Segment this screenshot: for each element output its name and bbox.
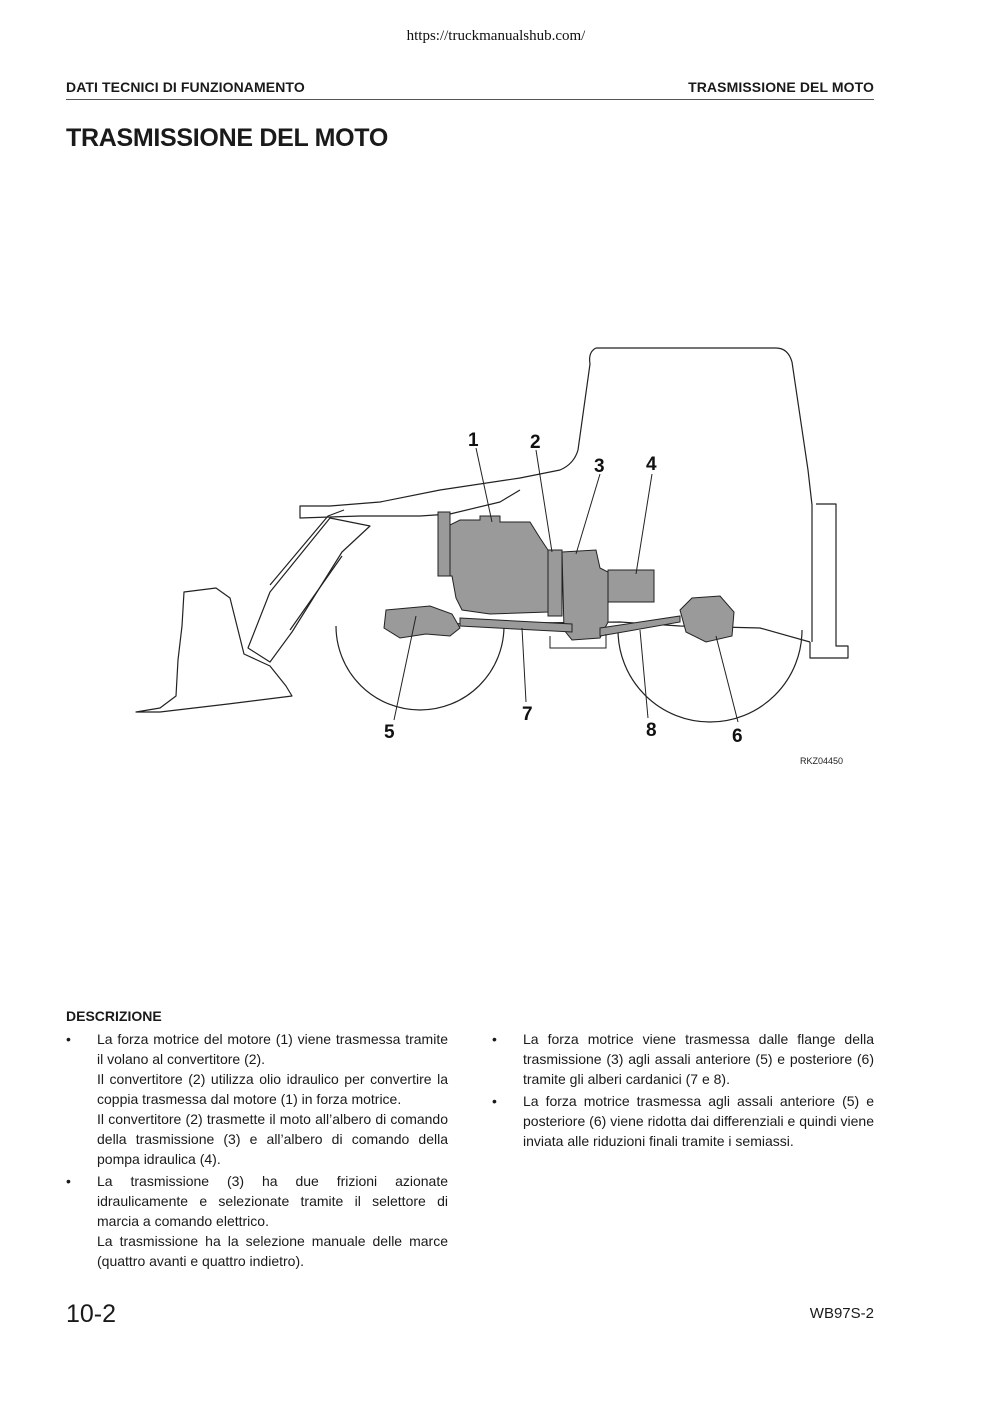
leader-7 xyxy=(522,628,526,702)
torque-converter xyxy=(548,550,562,616)
bullet-item xyxy=(492,1091,874,1151)
rear-wheel xyxy=(618,630,802,722)
bullet-marker: • xyxy=(66,1031,71,1047)
loader-cylinder xyxy=(290,556,342,630)
engine-block xyxy=(438,512,548,614)
leader-4 xyxy=(636,474,652,574)
paragraph: Il convertitore (2) trasmette il moto all’albero di comando della trasmissione (3) e all’albero di comando della pompa idraulica (4). xyxy=(97,1111,448,1167)
paragraph: La forza motrice trasmessa agli assali anteriore (5) e posteriore (6) viene ridotta dai differenziali e quindi viene inviata alle riduzioni finali tramite i semiassi. xyxy=(523,1093,874,1149)
cab-front-outline xyxy=(520,348,596,478)
leader-8 xyxy=(640,630,648,718)
leader-6 xyxy=(716,636,738,722)
callout-7: 7 xyxy=(522,704,533,725)
paragraph: La forza motrice viene trasmessa dalle flange della trasmissione (3) agli assali anteriore (5) e posteriore (6) tramite gli alberi cardanici (7 e 8). xyxy=(523,1031,874,1087)
bullet-marker: • xyxy=(66,1173,71,1189)
paragraph: La trasmissione (3) ha due frizioni azionate idraulicamente e selezionate tramite il selettore di marcia a comando elettrico. xyxy=(97,1173,448,1229)
bullet-item xyxy=(66,1171,448,1271)
hydraulic-pump xyxy=(608,570,654,602)
powertrain-diagram xyxy=(120,330,860,770)
leader-3 xyxy=(576,474,600,554)
section-heading: DESCRIZIONE xyxy=(66,1008,162,1024)
engine-fan xyxy=(438,512,450,576)
bullet-item xyxy=(492,1029,874,1089)
paragraph: La trasmissione ha la selezione manuale delle marce (quattro avanti e quattro indietro). xyxy=(97,1233,448,1269)
callout-8: 8 xyxy=(646,720,657,741)
description-column-left xyxy=(66,1029,448,1273)
bullet-list xyxy=(492,1029,874,1151)
callout-3: 3 xyxy=(594,456,605,477)
header-rule xyxy=(66,99,874,100)
bullet-list xyxy=(66,1029,448,1271)
callout-6: 6 xyxy=(732,726,743,747)
callout-1: 1 xyxy=(468,430,479,451)
page-title: TRASMISSIONE DEL MOTO xyxy=(66,124,388,152)
rear-upright xyxy=(810,504,848,658)
loader-arm-inner xyxy=(270,510,344,585)
leader-1 xyxy=(476,448,492,522)
bullet-marker: • xyxy=(492,1031,497,1047)
header-section-title: DATI TECNICI DI FUNZIONAMENTO xyxy=(66,79,305,95)
model-code: WB97S-2 xyxy=(809,1305,874,1322)
paragraph: Il convertitore (2) utilizza olio idraulico per convertire la coppia trasmessa dal motore (1) in forza motrice. xyxy=(97,1071,448,1107)
page-number: 10-2 xyxy=(66,1300,117,1328)
loader-arm-outer xyxy=(248,518,370,662)
header-topic-title: TRASMISSIONE DEL MOTO xyxy=(688,79,874,95)
backhoe-loader-drawing xyxy=(120,330,860,770)
front-propeller-shaft xyxy=(460,618,572,632)
callout-5: 5 xyxy=(384,722,395,743)
callout-4: 4 xyxy=(646,454,657,475)
rear-axle xyxy=(680,596,734,642)
bullet-marker: • xyxy=(492,1093,497,1109)
callout-2: 2 xyxy=(530,432,541,453)
front-bucket xyxy=(136,588,292,712)
figure-code: RKZ04450 xyxy=(800,756,844,766)
paragraph: La forza motrice del motore (1) viene trasmessa tramite il volano al convertitore (2). xyxy=(97,1031,448,1067)
source-url: https://truckmanualshub.com/ xyxy=(406,28,586,44)
bullet-item xyxy=(66,1029,448,1169)
description-column-right xyxy=(492,1029,874,1153)
front-axle xyxy=(384,606,460,638)
front-wheel xyxy=(336,626,504,710)
